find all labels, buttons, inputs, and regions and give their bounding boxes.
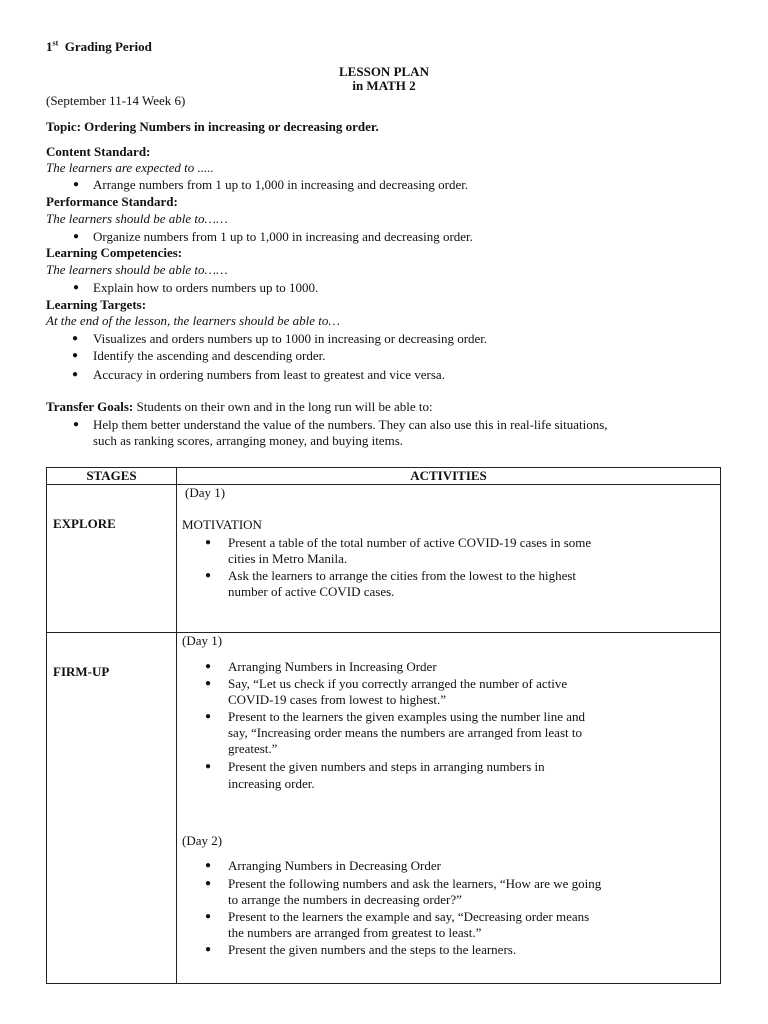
topic: Topic: Ordering Numbers in increasing or decreasing order. <box>46 119 379 134</box>
grading-label: Grading Period <box>64 39 152 54</box>
grading-period <box>46 39 152 55</box>
learning-target-item: Accuracy in ordering numbers from least to greatest and vice versa. <box>93 367 445 382</box>
learning-competencies-item: Explain how to orders numbers up to 1000. <box>93 280 319 295</box>
explore-day: (Day 1) <box>185 485 226 500</box>
firmup-d2-item-2-line1: Present the following numbers and ask the learners, “How are we going <box>228 876 602 891</box>
learning-competencies-heading: Learning Competencies: <box>46 245 183 260</box>
bullet-icon: ● <box>205 711 212 722</box>
bullet-icon: ● <box>73 282 80 293</box>
col-header-stages: STAGES <box>47 468 177 485</box>
stage-cell-firmup <box>47 633 177 984</box>
content-standard-item: Arrange numbers from 1 up to 1,000 in increasing and decreasing order. <box>93 177 469 192</box>
bullet-icon: ● <box>72 350 79 361</box>
table-header-row <box>47 468 721 485</box>
stage-explore: EXPLORE <box>53 516 116 531</box>
bullet-icon: ● <box>72 369 79 380</box>
learning-competencies-intro: The learners should be able to…… <box>46 262 228 277</box>
firmup-d1-item-2-line1: Say, “Let us check if you correctly arranged the number of active <box>228 676 568 691</box>
bullet-icon: ● <box>205 911 212 922</box>
transfer-goal-item-line2: such as ranking scores, arranging money, and buying items. <box>93 433 404 448</box>
firmup-d1-item-3-line2: say, “Increasing order means the numbers are arranged from least to <box>228 725 582 740</box>
firmup-d2-item-4: Present the given numbers and the steps to the learners. <box>228 942 517 957</box>
firmup-d2-item-3-line2: the numbers are arranged from greatest to least.” <box>228 925 482 940</box>
bullet-icon: ● <box>205 860 212 871</box>
bullet-icon: ● <box>205 537 212 548</box>
firmup-d2-item-1: Arranging Numbers in Decreasing Order <box>228 858 441 873</box>
performance-standard-item: Organize numbers from 1 up to 1,000 in increasing and decreasing order. <box>93 229 473 244</box>
table-row-firmup <box>47 633 721 984</box>
bullet-icon: ● <box>205 761 212 772</box>
bullet-icon: ● <box>73 179 80 190</box>
performance-standard-intro: The learners should be able to…… <box>46 211 228 226</box>
learning-targets-heading: Learning Targets: <box>46 297 147 312</box>
explore-item-1-line1: Present a table of the total number of active COVID-19 cases in some <box>228 535 592 550</box>
grading-number: 1 <box>46 39 53 54</box>
explore-item-2-line1: Ask the learners to arrange the cities from the lowest to the highest <box>228 568 577 583</box>
stage-cell-explore <box>47 485 177 633</box>
grading-ordinal: st <box>52 38 59 48</box>
firmup-d2-item-2-line2: to arrange the numbers in decreasing order?” <box>228 892 462 907</box>
bullet-icon: ● <box>205 570 212 581</box>
learning-target-item: Identify the ascending and descending order. <box>93 348 326 363</box>
activity-cell-firmup <box>177 633 721 984</box>
firmup-d1-item-4-line2: increasing order. <box>228 776 315 791</box>
stages-activities-table <box>46 467 721 984</box>
bullet-icon: ● <box>72 333 79 344</box>
col-header-activities: ACTIVITIES <box>177 468 721 485</box>
transfer-goals-label: Transfer Goals: <box>46 399 134 414</box>
content-standard-intro: The learners are expected to ..... <box>46 160 214 175</box>
firmup-day-1: (Day 1) <box>182 633 223 648</box>
bullet-icon: ● <box>73 231 80 242</box>
learning-targets-intro: At the end of the lesson, the learners should be able to… <box>46 313 340 328</box>
explore-item-2-line2: number of active COVID cases. <box>228 584 395 599</box>
bullet-icon: ● <box>205 661 212 672</box>
firmup-d1-item-3-line3: greatest.” <box>228 741 278 756</box>
learning-target-item: Visualizes and orders numbers up to 1000 in increasing or decreasing order. <box>93 331 488 346</box>
firmup-d1-item-2-line2: COVID-19 cases from lowest to highest.” <box>228 692 447 707</box>
bullet-icon: ● <box>205 678 212 689</box>
firmup-d1-item-1: Arranging Numbers in Increasing Order <box>228 659 437 674</box>
explore-motivation: MOTIVATION <box>182 517 262 532</box>
firmup-d1-item-3-line1: Present to the learners the given examples using the number line and <box>228 709 586 724</box>
transfer-goal-item-line1: Help them better understand the value of the numbers. They can also use this in real-life situations, <box>93 417 608 432</box>
firmup-d1-item-4-line1: Present the given numbers and steps in arranging numbers in <box>228 759 545 774</box>
bullet-icon: ● <box>205 944 212 955</box>
content-standard-heading: Content Standard: <box>46 144 151 159</box>
doc-title-line1: LESSON PLAN <box>339 64 429 79</box>
performance-standard-heading: Performance Standard: <box>46 194 178 209</box>
stage-firmup: FIRM-UP <box>53 664 110 679</box>
explore-item-1-line2: cities in Metro Manila. <box>228 551 348 566</box>
transfer-goals-text: Students on their own and in the long run will be able to: <box>133 399 433 414</box>
transfer-goals <box>46 399 433 415</box>
date-range: (September 11-14 Week 6) <box>46 93 186 108</box>
activity-cell-explore <box>177 485 721 633</box>
firmup-day-2: (Day 2) <box>182 833 223 848</box>
table-row-explore <box>47 485 721 633</box>
bullet-icon: ● <box>73 419 80 430</box>
bullet-icon: ● <box>205 878 212 889</box>
doc-title-line2: in MATH 2 <box>352 78 416 93</box>
firmup-d2-item-3-line1: Present to the learners the example and say, “Decreasing order means <box>228 909 590 924</box>
